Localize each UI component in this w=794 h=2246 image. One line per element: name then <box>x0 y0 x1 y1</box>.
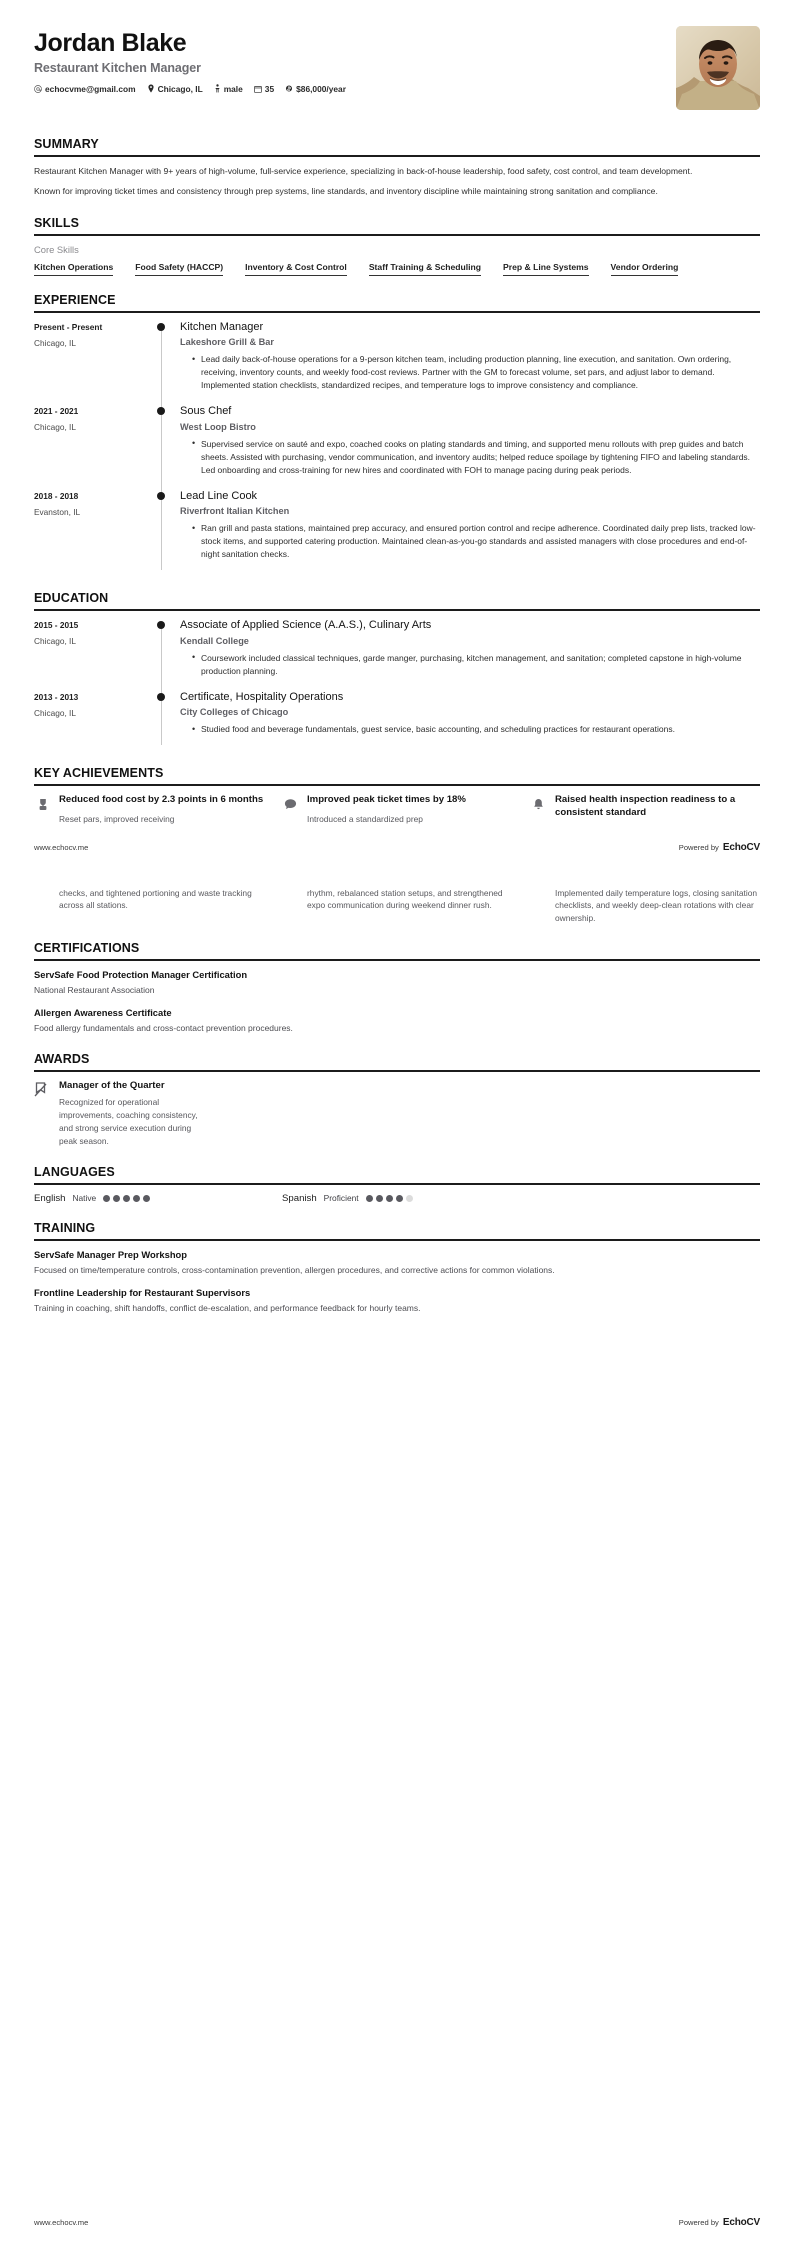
timeline-line <box>161 624 162 697</box>
section-training-body <box>34 1241 760 1315</box>
footer-brand-name: EchoCV <box>722 2217 760 2228</box>
bullet-item: • Lead daily back-of-house operations for a 9-person kitchen team, including production planning, line execution, and sanitation. Own ordering, receiving, inventory counts, and weekly food-cost reviews. Partner with the GM to forecast volume, set pars, and adjust labor to demand. Implemented station checklists, standardized recipes, and temperature logs to improve consistency and compliance. <box>192 353 760 392</box>
entry-location: Evanston, IL <box>34 506 81 517</box>
section-experience-body <box>34 313 760 574</box>
entry-role: Lead Line Cook <box>180 489 258 502</box>
skill-item: Vendor Ordering <box>611 262 679 276</box>
entry-meta <box>34 691 156 750</box>
header-identity <box>34 26 357 94</box>
timeline-rail <box>156 691 178 750</box>
section-education <box>34 591 760 749</box>
rating-dot-filled <box>366 1195 373 1202</box>
section-certifications-title: CERTIFICATIONS <box>34 941 140 956</box>
section-certifications <box>34 941 760 1035</box>
timeline-dot-icon <box>157 621 165 629</box>
rating-dot-filled <box>123 1195 130 1202</box>
achievement-item <box>282 794 512 825</box>
education-entry <box>34 691 760 750</box>
entry-date: 2018 - 2018 <box>34 490 79 501</box>
training-description: Focused on time/temperature controls, cross-contamination prevention, allergen procedures, and corrective actions for common violations. <box>34 1264 555 1275</box>
entry-meta <box>34 619 156 691</box>
ribbon-icon <box>34 1080 50 1148</box>
certification-item <box>34 969 760 997</box>
certification-issuer: Food allergy fundamentals and cross-contact prevention procedures. <box>34 1023 293 1034</box>
footer-powered-label: Powered by <box>678 842 719 852</box>
achievement-text <box>555 794 760 825</box>
footer-powered-label: Powered by <box>678 2218 719 2227</box>
bell-icon <box>530 794 547 825</box>
certification-item <box>34 1007 760 1035</box>
bullet-item: • Coursework included classical techniques, garde manger, purchasing, kitchen management, and sanitation; completed capstone in high-volume production planning. <box>192 652 760 678</box>
award-title: Manager of the Quarter <box>59 1079 165 1091</box>
section-experience-title: EXPERIENCE <box>34 292 116 307</box>
footer-website[interactable]: www.echocv.me <box>34 842 89 852</box>
trophy-icon <box>34 794 51 825</box>
entry-date: Present - Present <box>34 321 103 332</box>
entry-degree: Associate of Applied Science (A.A.S.), Culinary Arts <box>180 619 432 632</box>
entry-date: 2015 - 2015 <box>34 620 79 631</box>
timeline-rail <box>156 405 178 489</box>
salary-icon <box>285 84 293 93</box>
spacer-icon <box>530 887 547 925</box>
training-name: ServSafe Manager Prep Workshop <box>34 1248 188 1260</box>
timeline-dot-icon <box>157 323 165 331</box>
achievement-desc: rhythm, rebalanced station setups, and strengthened expo communication during weekend dinner rush. <box>307 887 503 911</box>
section-education-title: EDUCATION <box>34 591 109 606</box>
education-entry <box>34 619 760 691</box>
timeline-rail <box>156 321 178 405</box>
entry-degree: Certificate, Hospitality Operations <box>180 690 344 703</box>
header-job-title: Restaurant Kitchen Manager <box>34 60 201 75</box>
section-certifications-body <box>34 961 760 1035</box>
timeline-dot-icon <box>157 407 165 415</box>
achievement-desc: checks, and tightened portioning and waste tracking across all stations. <box>59 887 252 911</box>
achievement-item-continued <box>34 887 264 925</box>
section-skills <box>34 216 760 276</box>
contact-email-text: echocvme@gmail.com <box>45 83 136 94</box>
section-languages-title: LANGUAGES <box>34 1164 115 1179</box>
bullet-item: • Studied food and beverage fundamentals, guest service, basic accounting, and scheduling practices for restaurant operations. <box>192 723 760 736</box>
page-bottom-footer <box>0 2217 794 2228</box>
entry-bullets <box>180 438 760 477</box>
entry-institution: City Colleges of Chicago <box>180 707 289 718</box>
entry-bullets <box>180 652 760 678</box>
section-training-title: TRAINING <box>34 1220 96 1235</box>
certification-name: Allergen Awareness Certificate <box>34 1007 172 1019</box>
timeline-dot-icon <box>157 492 165 500</box>
section-awards-title: AWARDS <box>34 1051 90 1066</box>
rating-dot-filled <box>113 1195 120 1202</box>
language-name: Spanish <box>282 1192 317 1204</box>
entry-location: Chicago, IL <box>34 707 76 718</box>
experience-entry <box>34 490 760 574</box>
chat-bubble-icon <box>282 794 299 825</box>
entry-bullets <box>180 723 760 736</box>
achievement-heading: Improved peak ticket times by 18% <box>307 794 466 806</box>
entry-meta <box>34 405 156 489</box>
rating-dot-filled <box>396 1195 403 1202</box>
language-name: English <box>34 1192 66 1204</box>
contact-age-text: 35 <box>264 83 275 94</box>
section-experience <box>34 293 760 574</box>
skill-item: Kitchen Operations <box>34 262 113 276</box>
timeline-rail <box>156 490 178 574</box>
achievement-item-continued <box>282 887 512 925</box>
language-item <box>282 1193 512 1204</box>
contact-salary-text: $86,000/year <box>296 83 346 94</box>
achievement-desc: Reset pars, improved receiving <box>59 813 175 824</box>
contact-age <box>254 84 274 94</box>
timeline-dot-icon <box>157 693 165 701</box>
entry-content <box>178 405 760 489</box>
timeline-line <box>161 495 162 570</box>
contact-location <box>147 84 203 94</box>
entry-date: 2021 - 2021 <box>34 406 79 417</box>
entry-role: Sous Chef <box>180 405 232 418</box>
timeline-line <box>161 326 162 411</box>
achievement-heading: Reduced food cost by 2.3 points in 6 months <box>59 794 264 806</box>
entry-location: Chicago, IL <box>34 337 76 348</box>
language-level: Native <box>72 1193 97 1204</box>
achievement-item-continued <box>530 887 760 925</box>
section-achievements-title: KEY ACHIEVEMENTS <box>34 766 164 781</box>
contact-row <box>34 84 357 94</box>
achievement-heading: Raised health inspection readiness to a consistent standard <box>555 794 736 818</box>
language-rating <box>103 1195 150 1202</box>
section-summary <box>34 137 760 199</box>
entry-content <box>178 691 760 750</box>
achievements-continuation-grid <box>34 887 760 925</box>
summary-paragraph: Known for improving ticket times and consistency through prep systems, line standards, and inventory discipline while maintaining strong sanitation and compliance. <box>34 186 658 197</box>
awards-grid <box>34 1080 760 1148</box>
footer-brand <box>679 842 760 853</box>
certification-name: ServSafe Food Protection Manager Certification <box>34 969 248 981</box>
page-title: Jordan Blake <box>34 29 187 57</box>
skill-item: Prep & Line Systems <box>503 262 589 276</box>
entry-location: Chicago, IL <box>34 422 76 433</box>
rating-dot-filled <box>376 1195 383 1202</box>
section-languages-body <box>34 1185 760 1204</box>
rating-dot-filled <box>143 1195 150 1202</box>
bullet-item: • Ran grill and pasta stations, maintained prep accuracy, and ensured portion control and recipe adherence. Coordinated daily prep lists, tracked low-stock items, and supported catering production. Maintained clean-as-you-go standards and assisted managers with close procedures and end-of-night sanitation checks. <box>192 522 760 561</box>
award-text <box>59 1080 207 1148</box>
section-skills-body <box>34 236 760 276</box>
calendar-icon <box>254 85 262 93</box>
summary-paragraph: Restaurant Kitchen Manager with 9+ years of high-volume, full-service experience, specializing in back-of-house leadership, food safety, cost control, and team development. <box>34 166 693 176</box>
location-pin-icon <box>147 84 155 93</box>
award-description: Recognized for operational improvements, coaching consistency, and strong service execution during peak season. <box>59 1096 198 1146</box>
entry-date: 2013 - 2013 <box>34 691 79 702</box>
skill-item: Staff Training & Scheduling <box>369 262 481 276</box>
page-break-footer <box>0 842 794 853</box>
timeline-rail <box>156 619 178 691</box>
experience-entry <box>34 321 760 405</box>
training-name: Frontline Leadership for Restaurant Supervisors <box>34 1286 251 1298</box>
contact-email[interactable] <box>34 84 136 94</box>
award-item <box>34 1080 264 1148</box>
entry-bullets <box>180 353 760 392</box>
rating-dot-filled <box>103 1195 110 1202</box>
section-awards-body <box>34 1072 760 1148</box>
timeline-line <box>161 410 162 495</box>
section-achievements-body <box>34 786 760 825</box>
training-item <box>34 1287 760 1315</box>
timeline-line <box>161 696 162 746</box>
resume-sheet-continued <box>0 887 794 1315</box>
section-achievements <box>34 766 760 825</box>
skills-subtitle: Core Skills <box>34 243 79 255</box>
language-rating <box>366 1195 413 1202</box>
entry-meta <box>34 321 156 405</box>
achievement-desc: Introduced a standardized prep <box>307 813 423 824</box>
achievement-text <box>59 794 263 825</box>
achievement-text <box>307 794 466 825</box>
entry-organization: Lakeshore Grill & Bar <box>180 337 274 348</box>
skill-item: Inventory & Cost Control <box>245 262 347 276</box>
section-awards <box>34 1052 760 1148</box>
footer-brand-name: EchoCV <box>722 841 760 853</box>
spacer-icon <box>282 887 299 925</box>
resume-header <box>34 26 760 120</box>
languages-grid <box>34 1193 760 1204</box>
contact-gender <box>214 84 243 94</box>
entry-role: Kitchen Manager <box>180 320 264 333</box>
entry-bullets <box>180 522 760 561</box>
entry-organization: Riverfront Italian Kitchen <box>180 506 290 517</box>
person-icon <box>214 84 221 93</box>
entry-content <box>178 490 760 574</box>
contact-salary <box>285 84 346 94</box>
language-level: Proficient <box>323 1193 359 1204</box>
entry-organization: West Loop Bistro <box>180 421 256 432</box>
rating-dot-empty <box>406 1195 413 1202</box>
email-icon <box>34 85 42 93</box>
entry-meta <box>34 490 156 574</box>
avatar <box>676 26 760 110</box>
section-summary-title: SUMMARY <box>34 137 99 151</box>
spacer-icon <box>34 887 51 925</box>
certification-issuer: National Restaurant Association <box>34 985 155 996</box>
rating-dot-filled <box>386 1195 393 1202</box>
training-description: Training in coaching, shift handoffs, conflict de-escalation, and performance feedback for hourly teams. <box>34 1302 421 1313</box>
entry-institution: Kendall College <box>180 635 249 646</box>
skill-item: Food Safety (HACCP) <box>135 262 223 276</box>
footer-website[interactable]: www.echocv.me <box>34 2218 89 2227</box>
skills-list <box>34 262 760 276</box>
footer-brand <box>679 2217 760 2228</box>
resume-sheet <box>0 0 794 826</box>
achievement-item <box>34 794 264 825</box>
section-skills-title: SKILLS <box>34 215 80 230</box>
entry-location: Chicago, IL <box>34 636 76 647</box>
entry-content <box>178 321 760 405</box>
achievements-grid <box>34 794 760 825</box>
contact-gender-text: male <box>223 83 243 94</box>
experience-entry <box>34 405 760 489</box>
achievement-item <box>530 794 760 825</box>
contact-location-text: Chicago, IL <box>157 83 203 94</box>
rating-dot-filled <box>133 1195 140 1202</box>
entry-content <box>178 619 760 691</box>
section-training <box>34 1221 760 1315</box>
achievement-desc: Implemented daily temperature logs, closing sanitation checklists, and weekly deep-clean rotations with clear ownership. <box>555 887 758 923</box>
bullet-item: • Supervised service on sauté and expo, coached cooks on plating standards and timing, and supported menu rollouts with prep guides and batch sheets. Assisted with purchasing, vendor communication, and inventory audits; helped reduce spoilage by tightening FIFO and labeling standards. Led onboarding and cross-training for new hires and coordinated with FOH to manage pacing during peak periods. <box>192 438 760 477</box>
page-break-gap <box>0 853 794 887</box>
avatar-illustration <box>676 26 760 110</box>
language-item <box>34 1193 264 1204</box>
training-item <box>34 1249 760 1277</box>
section-summary-body <box>34 157 760 199</box>
section-education-body <box>34 611 760 749</box>
section-languages <box>34 1165 760 1204</box>
